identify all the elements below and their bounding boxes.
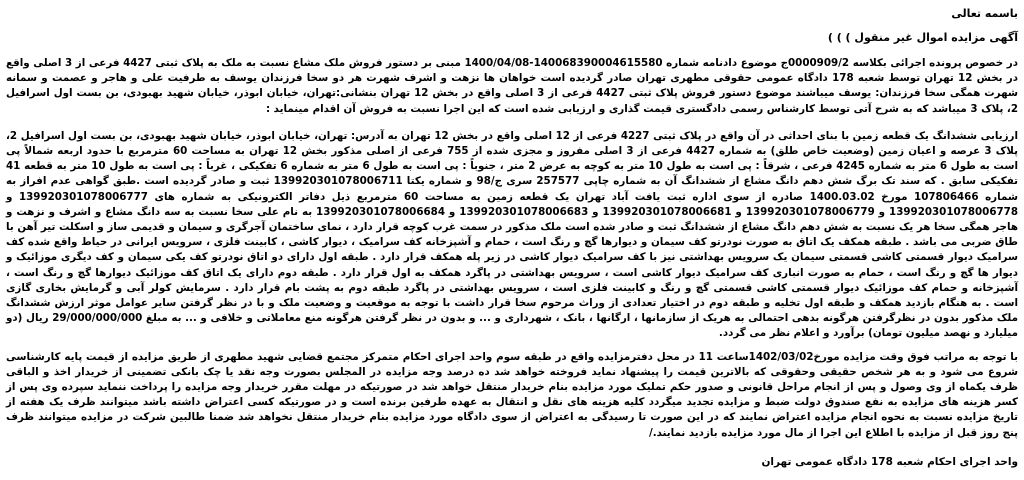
paragraph-case-details: در خصوص پرونده اجرائی بکلاسه 0000909/2ج موضوع دادنامه شماره 140068390004615580-1400/04/08 مبنی بر دستور فروش ملک مشاع نسبت به ملک به پلاک ثبتی 4427 فرعی از 3 اصلی واقع در بخش 12 تهران توسط شعبه 178 دادگاه عمومی حقوقی مطهری تهران صادر گردیده است خواهان ها نزهت و اشرف شهرت هر دو سخا فرزندان یوسف به طرفیت علی و هاجر و عصمت و سمانه شهرت همگی سخا فرزندان: یوسف میباشند موضوع دستور فروش پلاک ثبتی 4427 فرعی از 3 اصلی واقع در بخش 12 تهران بنشانی:تهران، خیابان ابوذر، خیابان شهید بهبودی، بن بست اول اسرافیل 2، پلاک 3 میباشد که به شرح آتی توسط کارشناس رسمی دادگستری قیمت گذاری و ارزیابی شده است که این اجرا نسبت به فروش آن اقدام مینماید : — [6, 57, 1018, 115]
paragraph-auction-terms: با توجه به مراتب فوق وقت مزایده مورخ1402/03/02ساعت 11 در محل دفترمزایده واقع در طبقه سوم واحد اجرای احکام متمرکز مجتمع قضایی شهید مطهری از طریق مزایده از قیمت پایه کارشناسی شروع می شود و به هر شخص حقیقی وحقوقی که بالاترین قیمت را پیشنهاد نماید فروخته خواهد شد ده درصد وجه مزایده در المجلس بصورت وجه نقد یا چک بانکی تضمینی از خریدار اخذ و الباقی ظرف یکماه از وی وصول و پس از انجام مراحل قانونی و صدور حکم تملیک مورد مزایده بنام خریدار منتقل خواهد شد در صورتیکه در مهلت مقرر خریدار وجه مزایده را پرداخت ننماید سپرده وی پس از کسر هزینه های مزایده به نفع صندوق دولت ضبط و مزایده تجدید میگردد کلیه هزینه های نقل و انتقال به عهده طرفین برنده است و در صورتیکه کسی اعتراض داشته باشد میتوانند ظرف یک هفته از تاریخ مزایده نسبت به نحوه انجام مزایده اعتراض نمایند که در این صورت تا رسیدگی به اعتراض از سوی دادگاه مورد مزایده بنام خریدار منتقل نخواهد شد ضمنا طالبین شرکت در مزایده میتوانند ظرف پنج روز قبل از مزایده با اطلاع این اجرا از مال مورد مزایده بازدید نمایند./ — [6, 350, 1018, 439]
bismillah-heading: باسمه تعالی — [951, 7, 1018, 20]
issuing-authority: واحد اجرای احکام شعبه 178 دادگاه عمومی تهران — [761, 455, 1018, 468]
notice-title: آگهی مزایده اموال غیر منقول ) ) ) — [827, 31, 1018, 44]
paragraph-property-valuation: ارزیابی ششدانگ یک قطعه زمین با بنای احداثی در آن واقع در پلاک ثبتی 4227 فرعی از 12 اصلی واقع در بخش 12 تهران به آدرس: تهران، خیابان ابوذر، خیابان شهید بهبودی، بن بست اول اسرافیل 2، پلاک 3 عرصه و اعیان زمین (وضعیت خاص طلق) به شماره 4427 فرعی از 3 اصلی مفروز و مجزی شده از 755 فرعی از اصلی مذکور بخش 12 تهران به مساحت 60 مترمربع با حدود اربعه شمالاً پی است به طول 6 متر به شماره 4245 فرعی ، شرقاً : پی است به طول 10 متر به کوچه به عرض 2 متر ، جنوباً : پی است به طول 6 متر به شماره 6 تفکیکی ، غرباً : پی است به طول 10 متر به قطعه 41 تفکیکی سابق . که سند تک برگ شش دهم دانگ مشاع از ششدانگ آن به شماره چاپی 257577 سری ج/98 و شماره یکتا 139920301078006711 ثبت و صادر گردیده است .طبق گواهی عدم افراز به شماره 107806466 مورخ 1400.03.02 صادره از سوی اداره ثبت یافت آباد تهران یک قطعه زمین به مساحت 60 مترمربع ذیل دفاتر الکترونیکی به شماره های 139920301078006777 و 139920301078006778 و 139920301078006779 و 139920301078006681 و 139920301078006683 و 139920301078006684 به نام علی سخا نسبت به سه دانگ مشاع و اشرف و نزهت و هاجر همگی سخا هر یک نسبت به شش دهم دانگ مشاع از ششدانگ ثبت و صادر شده است ملک مذکور در سمت غرب کوچه قرار دارد ، نمای ساختمان آجرگری و سیمان و قدیمی ساز و اسکلت تیر آهن با طاق ضربی می باشد . طبقه همکف یک اتاق به صورت نودرتو کف سیمان و دیوارها گچ و رنگ است ، حمام و آشپزخانه کف سرامیک ، دیوار کاشی ، کابینت فلزی ، سرویس ایرانی در حیاط واقع شده کف سرامیک دیوار قسمتی کاشی قسمتی سیمان یک سرویس بهداشتی نیز با کف سرامیک دیوار کاشی در زیر پله همکف قرار دارد . طبقه اول دارای دو اتاق نودرتو کف یکی سیمان و کف دیگری موزائیک و دیوار ها گچ و رنگ است ، حمام به صورت انباری کف سرامیک دیوار کاشی است ، سرویس بهداشتی در پاگرد همکف به اول قرار دارد . طبقه دوم دارای یک اتاق کف موزائیک دیوارها گچ و رنگ است ، آشپزخانه و حمام کف موزائیک دیوار قسمتی کاشی قسمتی گچ و رنگ و کابینت فلزی است ، سرویس بهداشتی در پاگرد طبقه دوم به پشت بام قرار دارد . سرمایش کولر آبی و گرمایش بخاری گازی است . به هنگام بازدید همکف و طبقه اول تخلیه و طبقه دوم در اختیار تعدادی از وراث مرحوم سخا قرار داشت با توجه به موقعیت و وضعیت ملک و با در نظر گرفتن سایر عوامل موثر ارزش ششدانگ ملک مذکور بدون در نظرگرفتن هرگونه بدهی احتمالی به هریک از سازمانها ، ارگانها ، بانک ، شهرداری و ... و بدون در نظر گرفتن هرگونه منع معاملاتی و خلافی و ... به مبلغ 29/000/000/000 ریال (دو میلیارد و نهصد میلیون تومان) برآورد و اعلام نظر می گردد. — [6, 129, 1019, 340]
